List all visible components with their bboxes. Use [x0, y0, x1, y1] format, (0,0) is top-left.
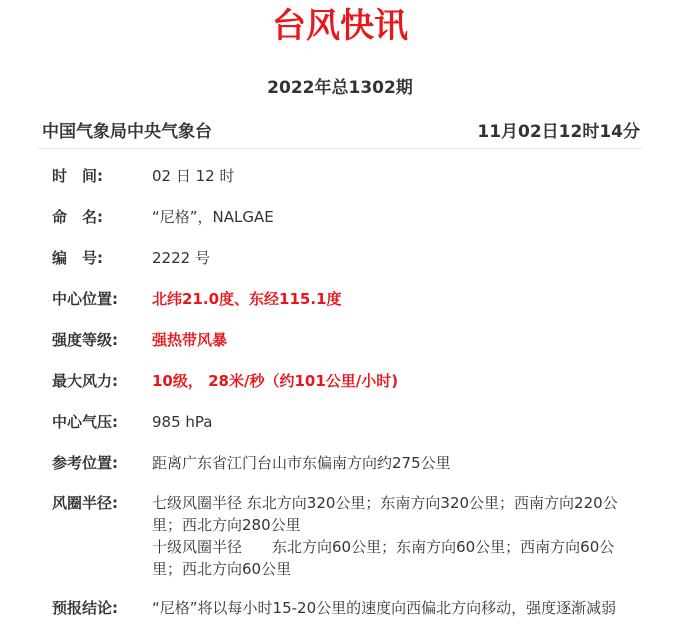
- field-value: “尼格”，NALGAE: [152, 208, 274, 226]
- field-label: 时 间:: [52, 167, 103, 185]
- field-value: 2222 号: [152, 249, 210, 267]
- field-label: 最大风力:: [52, 372, 118, 390]
- field-label: 中心气压:: [52, 413, 118, 431]
- divider: [38, 148, 642, 149]
- field-value: “尼格”将以每小时15-20公里的速度向西偏北方向移动，强度逐渐减弱: [152, 599, 617, 617]
- field-value: 强热带风暴: [152, 331, 228, 349]
- wind-radius-level7: 七级风圈半径 东北方向320公里；东南方向320公里；西南方向220公里；西北方向280公里: [152, 494, 618, 534]
- field-label: 编 号:: [52, 249, 103, 267]
- field-value: [152, 492, 632, 580]
- field-value: 距离广东省江门台山市东偏南方向约275公里: [152, 454, 451, 472]
- field-label: 命 名:: [52, 208, 103, 226]
- field-label: 风圈半径:: [52, 494, 118, 512]
- page-title: 台风快讯: [272, 6, 408, 46]
- issue-number: 2022年总1302期: [267, 78, 413, 98]
- field-label: 强度等级:: [52, 331, 118, 349]
- wind-radius-level10: 十级风圈半径 东北方向60公里；东南方向60公里；西南方向60公里；西北方向60公里: [152, 538, 615, 578]
- field-value: 10级， 28米/秒（约101公里/小时): [152, 372, 399, 390]
- issue-time: 11月02日12时14分: [477, 122, 640, 142]
- agency-name: 中国气象局中央气象台: [42, 122, 212, 142]
- header-row: [42, 119, 640, 147]
- field-value: 985 hPa: [152, 413, 213, 431]
- field-label: 预报结论:: [52, 599, 118, 617]
- field-value: 02 日 12 时: [152, 167, 235, 185]
- field-label: 中心位置:: [52, 290, 118, 308]
- field-value: 北纬21.0度、东经115.1度: [152, 290, 342, 308]
- field-label: 参考位置:: [52, 454, 118, 472]
